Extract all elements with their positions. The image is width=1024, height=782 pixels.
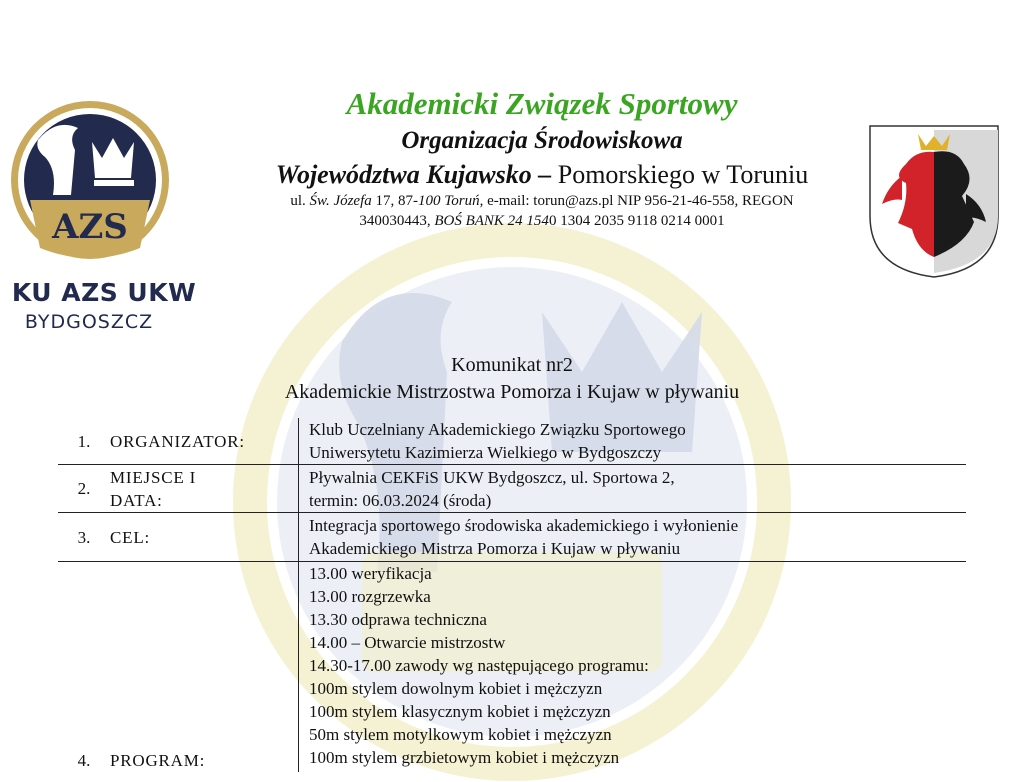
event-details-table [58, 418, 966, 772]
value-line: 100m stylem dowolnym kobiet i mężczyzn [309, 679, 603, 698]
table-row [58, 418, 966, 465]
region-rest: Pomorskiego w Toruniu [557, 160, 809, 189]
region-dash: – [531, 160, 558, 189]
street-name: Św. Józefa [309, 193, 372, 209]
value-line: 13.00 weryfikacja [309, 564, 432, 583]
value-line: Akademickiego Mistrza Pomorza i Kujaw w pływaniu [309, 539, 681, 558]
club-name: KU AZS UKW [11, 278, 197, 307]
org-unit: Organizacja Środowiskowa [401, 127, 683, 154]
row-value [299, 513, 967, 562]
street-prefix: ul. [290, 193, 310, 209]
azs-logo-text: AZS [52, 207, 128, 247]
value-line: Pływalnia CEKFiS UKW Bydgoszcz, ul. Sportowa 2, [309, 467, 675, 487]
value-line: 100m stylem klasycznym kobiet i mężczyzn [309, 702, 611, 721]
row-label [110, 465, 299, 513]
bank-account: 0 1304 2035 9118 0214 0001 [548, 213, 725, 229]
city-name: 100 Toruń [418, 193, 480, 209]
azs-club-logo [10, 100, 170, 265]
value-line: termin: 06.03.2024 (środa) [309, 490, 492, 510]
value-line: 13.30 odprawa techniczna [309, 610, 487, 629]
label-line: MIEJSCE I [110, 467, 197, 487]
regional-coat-of-arms [868, 124, 1000, 279]
row-label: PROGRAM: [110, 751, 206, 770]
document-title: Komunikat nr2 [451, 354, 573, 376]
row-label: ORGANIZATOR: [110, 418, 299, 465]
table-row [58, 513, 966, 562]
table-row [58, 562, 966, 773]
value-line: 14.30-17.00 zawody wg następującego programu: [309, 656, 649, 675]
row-value [299, 562, 967, 773]
row-number: 2. [58, 465, 110, 513]
row-number: 4. [77, 751, 91, 770]
street-number: 17, 87- [371, 193, 419, 209]
club-city: BYDGOSZCZ [24, 311, 154, 333]
org-name: Akademicki Związek Sportowy [346, 86, 738, 121]
row-number: 1. [58, 418, 110, 465]
contact-info: , e-mail: torun@azs.pl NIP 956-21-46-558, REGON [479, 193, 794, 209]
value-line: 13.00 rozgrzewka [309, 587, 431, 606]
value-line: 100m stylem grzbietowym kobiet i mężczyzn [309, 748, 620, 767]
document-subtitle: Akademickie Mistrzostwa Pomorza i Kujaw w pływaniu [284, 381, 740, 403]
value-line: Uniwersytetu Kazimierza Wielkiego w Bydgoszczy [309, 443, 662, 462]
address-line-2 [200, 213, 884, 230]
bank-name: BOŚ BANK 24 154 [434, 213, 549, 229]
row-value [299, 418, 967, 465]
table-row [58, 465, 966, 513]
row-label: CEL: [110, 513, 299, 562]
value-line: Klub Uczelniany Akademickiego Związku Sportowego [309, 420, 686, 439]
value-line: 14.00 – Otwarcie mistrzostw [309, 633, 506, 652]
label-line: DATA: [110, 490, 163, 510]
row-number: 3. [58, 513, 110, 562]
regon-number: 340030443, [359, 213, 435, 229]
value-line: Integracja sportowego środowiska akademickiego i wyłonienie [309, 516, 739, 535]
region-bold: Województwa Kujawsko [275, 160, 532, 189]
value-line: 50m stylem motylkowym kobiet i mężczyzn [309, 725, 612, 744]
row-value [299, 465, 967, 513]
org-region [200, 160, 884, 190]
address-line-1 [200, 193, 884, 210]
